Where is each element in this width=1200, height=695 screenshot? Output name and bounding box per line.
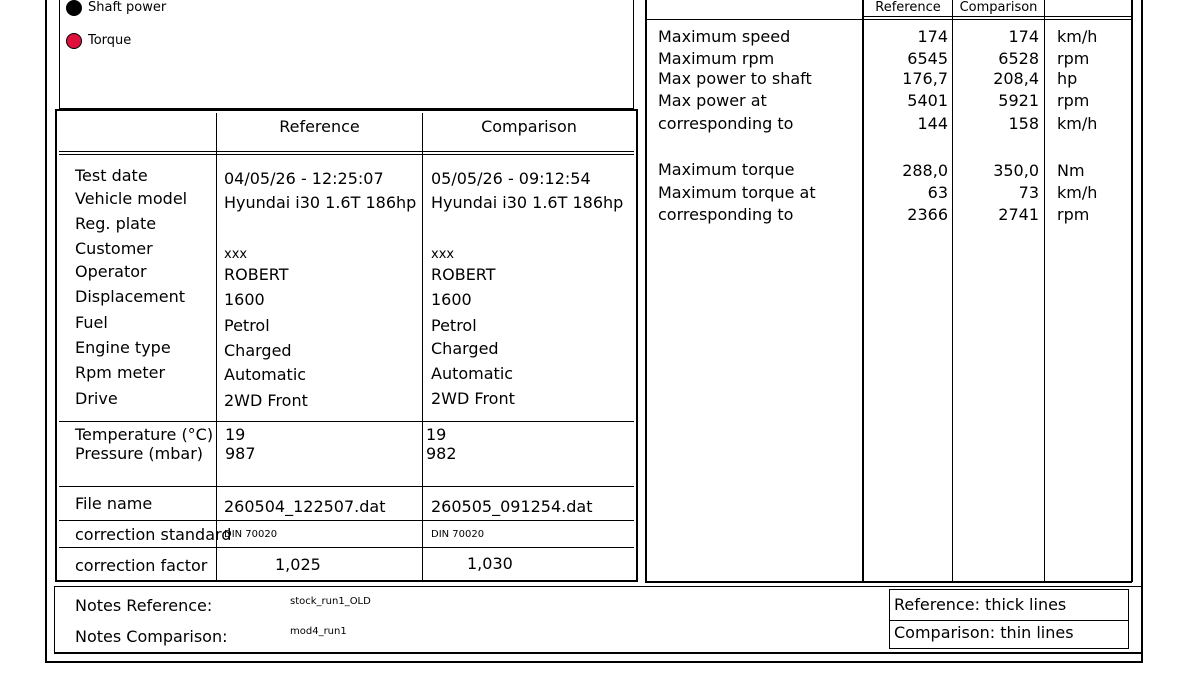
summary-cmp-value: 174 [1008,27,1039,46]
summary-header-reference: Reference [875,0,941,15]
details-ref-engine-type: Charged [224,341,292,360]
details-label-pressure: Pressure (mbar) [75,444,204,463]
summary-unit: hp [1057,69,1078,88]
details-cmp-temperature: 19 [426,425,447,444]
details-label-displacement: Displacement [75,287,185,306]
summary-cmp-value: 2741 [998,205,1039,224]
notes-comparison-value: mod4_run1 [290,626,347,637]
shaft-power-marker-icon [66,0,82,16]
details-header-reference: Reference [279,117,360,136]
summary-cmp-value: 6528 [998,49,1039,68]
details-cmp-rpm-meter: Automatic [431,364,514,383]
details-header-comparison: Comparison [481,117,577,136]
summary-cmp-value: 158 [1008,114,1039,133]
details-ref-correction-standard: DIN 70020 [224,529,278,540]
details-cmp-customer: xxx [431,247,455,262]
details-cmp-fuel: Petrol [431,316,477,335]
summary-unit: km/h [1057,27,1098,46]
summary-unit: rpm [1057,91,1090,110]
notes-reference-value: stock_run1_OLD [290,596,371,607]
summary-label: Maximum torque [658,160,795,179]
summary-label: Maximum torque at [658,183,816,202]
details-ref-drive: 2WD Front [224,391,308,410]
notes-reference-label: Notes Reference: [75,596,213,615]
summary-unit: km/h [1057,114,1098,133]
summary-unit: Nm [1057,161,1085,180]
summary-ref-value: 288,0 [902,161,948,180]
torque-marker-icon [66,33,82,49]
details-cmp-drive: 2WD Front [431,389,515,408]
summary-ref-value: 2366 [907,205,948,224]
summary-label: Max power at [658,91,767,110]
details-ref-fuel: Petrol [224,316,270,335]
page-frame-left [45,0,47,662]
details-label-operator: Operator [75,262,147,281]
details-cmp-displacement: 1600 [431,290,472,309]
summary-unit: rpm [1057,205,1090,224]
details-label-correction-factor: correction factor [75,556,208,575]
details-cmp-operator: ROBERT [431,265,496,284]
summary-label: corresponding to [658,114,794,133]
summary-ref-value: 63 [927,183,948,202]
details-label-test-date: Test date [75,166,148,185]
details-label-correction-standard: correction standard [75,525,232,544]
details-cmp-pressure: 982 [426,444,457,463]
details-cmp-file-name: 260505_091254.dat [431,497,593,516]
details-ref-rpm-meter: Automatic [224,365,307,384]
line-legend-reference: Reference: thick lines [894,595,1067,614]
summary-cmp-value: 73 [1018,183,1039,202]
details-ref-correction-factor: 1,025 [275,555,321,574]
details-ref-customer: xxx [224,247,248,262]
page-frame-bottom [45,661,1143,663]
summary-label: Maximum rpm [658,49,775,68]
details-label-customer: Customer [75,239,153,258]
details-cmp-correction-standard: DIN 70020 [431,529,485,540]
summary-unit: rpm [1057,49,1090,68]
details-label-temperature: Temperature (°C) [75,425,214,444]
details-ref-vehicle-model: Hyundai i30 1.6T 186hp [224,193,417,212]
summary-label: Max power to shaft [658,69,812,88]
details-ref-operator: ROBERT [224,265,289,284]
details-ref-file-name: 260504_122507.dat [224,497,386,516]
summary-ref-value: 144 [917,114,948,133]
details-cmp-vehicle-model: Hyundai i30 1.6T 186hp [431,193,624,212]
summary-ref-value: 176,7 [902,69,948,88]
summary-ref-value: 174 [917,27,948,46]
details-label-file-name: File name [75,494,153,513]
details-cmp-correction-factor: 1,030 [467,554,513,573]
page-frame-right [1141,0,1143,662]
summary-label: Maximum speed [658,27,791,46]
details-label-engine-type: Engine type [75,338,171,357]
details-cmp-test-date: 05/05/26 - 09:12:54 [431,169,591,188]
summary-cmp-value: 5921 [998,91,1039,110]
details-label-fuel: Fuel [75,313,108,332]
details-label-reg-plate: Reg. plate [75,214,157,233]
legend-shaft-power-label: Shaft power [88,0,167,15]
summary-cmp-value: 350,0 [993,161,1039,180]
summary-unit: km/h [1057,183,1098,202]
summary-cmp-value: 208,4 [993,69,1039,88]
details-label-rpm-meter: Rpm meter [75,363,166,382]
notes-comparison-label: Notes Comparison: [75,627,228,646]
line-legend-comparison: Comparison: thin lines [894,623,1074,642]
details-label-drive: Drive [75,389,118,408]
details-ref-test-date: 04/05/26 - 12:25:07 [224,169,384,188]
legend-torque-label: Torque [88,33,132,48]
details-cmp-engine-type: Charged [431,339,499,358]
summary-header-comparison: Comparison [959,0,1038,15]
summary-label: corresponding to [658,205,794,224]
summary-ref-value: 6545 [907,49,948,68]
summary-ref-value: 5401 [907,91,948,110]
details-ref-displacement: 1600 [224,290,265,309]
details-ref-temperature: 19 [225,425,246,444]
details-label-vehicle-model: Vehicle model [75,189,188,208]
details-ref-pressure: 987 [225,444,256,463]
